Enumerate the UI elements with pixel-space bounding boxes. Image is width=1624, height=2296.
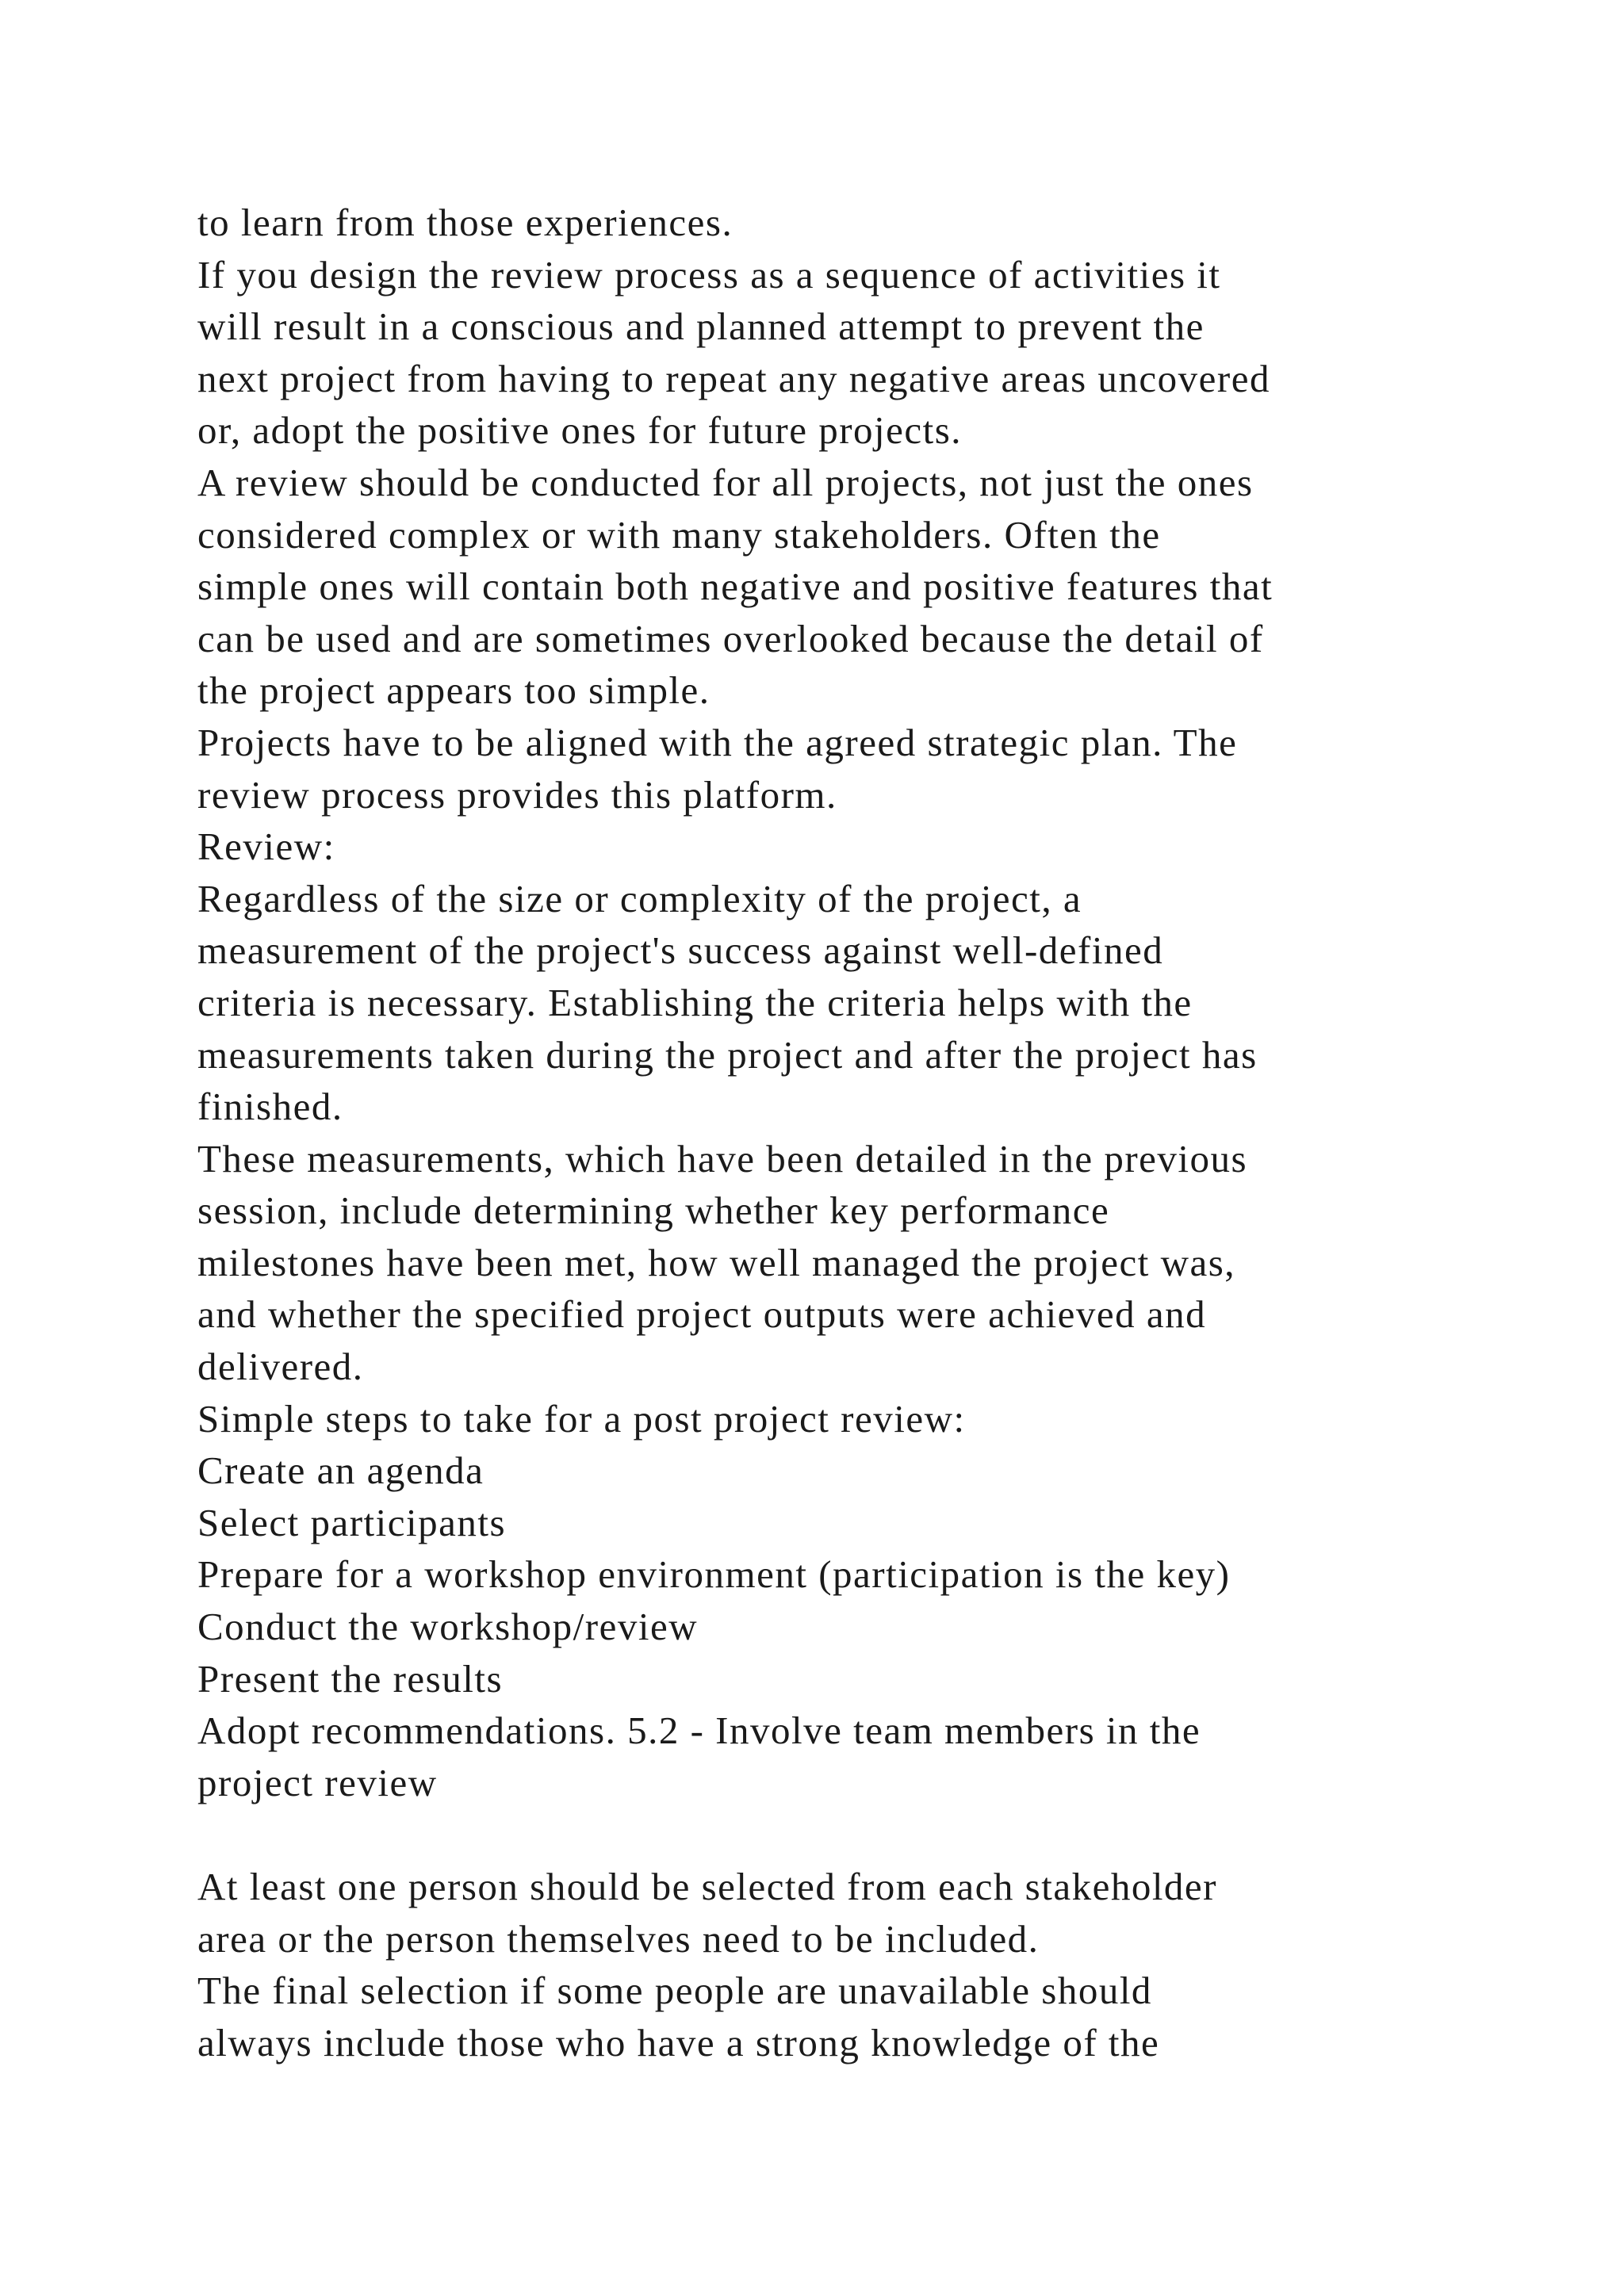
text-line: delivered. bbox=[197, 1345, 364, 1389]
text-line: considered complex or with many stakeholders. Often the bbox=[197, 512, 1161, 557]
text-line: next project from having to repeat any negative areas uncovered bbox=[197, 356, 1270, 400]
blank-line bbox=[197, 1808, 1561, 1861]
text-line: measurement of the project's success against well-defined bbox=[197, 928, 1164, 973]
text-line: area or the person themselves need to be included. bbox=[197, 1916, 1040, 1961]
list-item: Conduct the workshop/review bbox=[197, 1605, 699, 1649]
text-line: criteria is necessary. Establishing the criteria helps with the bbox=[197, 980, 1193, 1024]
text-line: session, include determining whether key performance bbox=[197, 1188, 1110, 1233]
list-item: Prepare for a workshop environment (participation is the key) bbox=[197, 1552, 1231, 1597]
text-line: At least one person should be selected from each stakeholder bbox=[197, 1865, 1218, 1908]
text-line: review process provides this platform. bbox=[197, 772, 837, 817]
text-line: Projects have to be aligned with the agreed strategic plan. The bbox=[197, 720, 1238, 764]
text-line: milestones have been met, how well managed the project was, bbox=[197, 1240, 1236, 1284]
list-item: Create an agenda bbox=[197, 1448, 485, 1493]
text-line: and whether the specified project outputs were achieved and bbox=[197, 1292, 1207, 1337]
text-line: simple ones will contain both negative and positive features that bbox=[197, 564, 1274, 609]
text-line: or, adopt the positive ones for future projects. bbox=[197, 408, 963, 453]
body-text bbox=[197, 197, 1561, 2068]
text-line: If you design the review process as a sequence of activities it bbox=[197, 252, 1221, 297]
text-line: The final selection if some people are unavailable should bbox=[197, 1969, 1152, 2013]
text-line: finished. bbox=[197, 1085, 343, 1129]
list-item: Adopt recommendations. 5.2 - Involve team members in the bbox=[197, 1709, 1201, 1753]
list-item: Present the results bbox=[197, 1656, 504, 1701]
text-line: measurements taken during the project and after the project has bbox=[197, 1032, 1258, 1077]
text-line: can be used and are sometimes overlooked because the detail of bbox=[197, 616, 1264, 660]
text-line: to learn from those experiences. bbox=[197, 201, 733, 244]
text-line: the project appears too simple. bbox=[197, 668, 710, 713]
text-line: will result in a conscious and planned attempt to prevent the bbox=[197, 304, 1205, 349]
section-heading: Review: bbox=[197, 825, 335, 869]
text-line: Simple steps to take for a post project review: bbox=[197, 1396, 966, 1441]
text-line: A review should be conducted for all projects, not just the ones bbox=[197, 460, 1254, 504]
text-line: Regardless of the size or complexity of the project, a bbox=[197, 876, 1082, 920]
text-line: always include those who have a strong knowledge of the bbox=[197, 2020, 1160, 2064]
text-line: project review bbox=[197, 1760, 438, 1804]
list-item: Select participants bbox=[197, 1500, 507, 1544]
text-line: These measurements, which have been detailed in the previous bbox=[197, 1136, 1248, 1181]
